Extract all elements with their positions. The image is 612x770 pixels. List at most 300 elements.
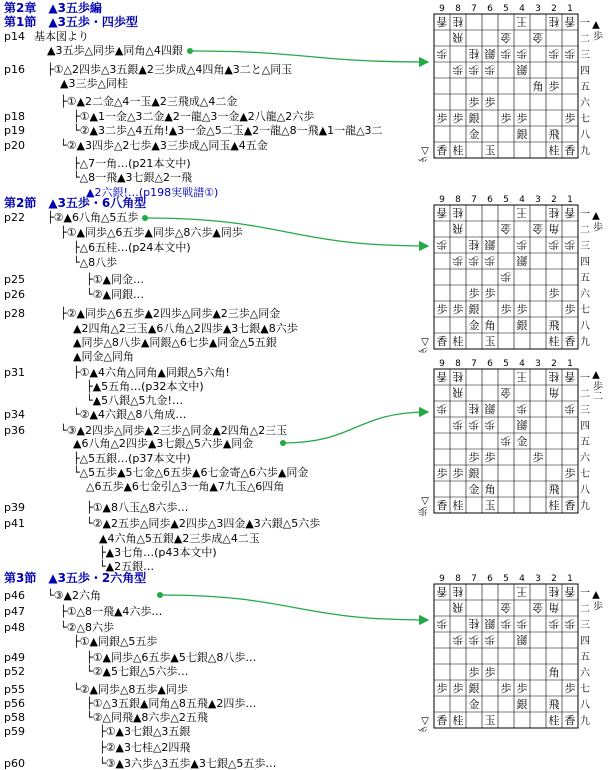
shogi-piece: 桂 bbox=[452, 15, 464, 28]
tree-line: △6五歩▲6七金引△3一角▲7九玉△6四角 bbox=[86, 480, 285, 493]
page-ref: p47 bbox=[4, 605, 25, 618]
section-title-2: 第2節 ▲3五歩・6八角型 bbox=[4, 196, 147, 210]
shogi-piece: 桂 bbox=[548, 370, 560, 383]
file-label: 4 bbox=[519, 4, 525, 14]
file-label: 1 bbox=[567, 574, 573, 584]
shogi-piece: 銀 bbox=[468, 682, 480, 695]
shogi-piece: 歩 bbox=[468, 63, 480, 76]
file-label: 9 bbox=[439, 359, 445, 369]
page-ref: p16 bbox=[4, 63, 25, 76]
shogi-piece: 歩 bbox=[452, 63, 464, 76]
shogi-piece: 桂 bbox=[452, 585, 464, 598]
page-ref: p48 bbox=[4, 621, 25, 634]
file-label: 5 bbox=[503, 195, 509, 205]
sente-hand: 歩△ bbox=[419, 715, 431, 732]
shogi-piece: 金 bbox=[468, 483, 480, 496]
file-label: 2 bbox=[551, 574, 557, 584]
shogi-piece: 飛 bbox=[452, 386, 464, 399]
sente-hand: 歩△ bbox=[419, 336, 431, 353]
rank-label: 二 bbox=[580, 389, 590, 400]
rank-label: 四 bbox=[580, 421, 590, 432]
shogi-piece: 王 bbox=[516, 370, 528, 383]
shogi-piece: 歩 bbox=[548, 617, 560, 630]
file-label: 1 bbox=[567, 195, 573, 205]
page-ref: p26 bbox=[4, 288, 25, 301]
shogi-piece: 銀 bbox=[468, 467, 480, 480]
tree-line: ├①▲同歩△6五歩▲5七銀△8八歩… bbox=[86, 651, 257, 664]
section-title-3: 第3節 ▲3五歩・2六角型 bbox=[4, 571, 147, 585]
shogi-piece: 桂 bbox=[548, 335, 560, 348]
file-label: 6 bbox=[487, 195, 493, 205]
shogi-piece: 銀 bbox=[516, 418, 528, 431]
tree-line: └②▲3四歩△2七歩▲3三歩成△同玉▲4五金 bbox=[60, 139, 268, 152]
rank-label: 一 bbox=[580, 209, 590, 220]
shogi-piece: 歩 bbox=[500, 270, 512, 283]
rank-label: 六 bbox=[580, 668, 590, 679]
file-label: 7 bbox=[471, 195, 477, 205]
tree-line: ├▲3七角…(p43本文中) bbox=[99, 546, 217, 559]
shogi-piece: 銀 bbox=[484, 617, 496, 630]
rank-label: 一 bbox=[580, 588, 590, 599]
shogi-piece: 歩 bbox=[564, 617, 576, 630]
gote-hand: ▲歩 bbox=[590, 19, 602, 41]
tree-line: ├①▲同歩△6五歩▲同歩△8六歩▲同歩 bbox=[60, 226, 243, 239]
shogi-piece: 香 bbox=[436, 144, 448, 157]
shogi-piece: 角 bbox=[548, 601, 560, 614]
shogi-piece: 王 bbox=[516, 15, 528, 28]
rank-label: 四 bbox=[580, 257, 590, 268]
rank-label: 二 bbox=[580, 225, 590, 236]
arrow-line bbox=[160, 595, 428, 620]
rank-label: 一 bbox=[580, 18, 590, 29]
page-ref: p41 bbox=[4, 517, 25, 530]
shogi-piece: 歩 bbox=[484, 451, 496, 464]
shogi-piece: 香 bbox=[436, 370, 448, 383]
tree-line: └△8一飛▲3七銀△2一飛 bbox=[73, 171, 192, 184]
shogi-piece: 玉 bbox=[484, 144, 496, 157]
shogi-piece: 歩 bbox=[468, 96, 480, 109]
shogi-piece: 金 bbox=[468, 698, 480, 711]
file-label: 3 bbox=[535, 359, 541, 369]
rank-label: 三 bbox=[580, 50, 590, 61]
tree-line: ▲3五歩△同歩▲同角△4四銀 bbox=[47, 44, 183, 57]
page-ref: p58 bbox=[4, 711, 25, 724]
tree-line: ├①▲1一金△3二金▲2一龍△3一金▲2八龍△2六歩 bbox=[73, 110, 315, 123]
shogi-piece: 銀 bbox=[516, 698, 528, 711]
shogi-piece: 歩 bbox=[484, 287, 496, 300]
tree-line: └②▲4六銀△8八角成… bbox=[73, 408, 187, 421]
tree-line: ├△6五桂…(p24本文中) bbox=[73, 241, 191, 254]
rank-label: 五 bbox=[580, 82, 590, 93]
shogi-piece: 金 bbox=[468, 319, 480, 332]
tree-line: ├①△8一飛▲4六歩… bbox=[60, 605, 163, 618]
shogi-piece: 歩 bbox=[452, 418, 464, 431]
shogi-piece: 歩 bbox=[516, 617, 528, 630]
shogi-piece: 歩 bbox=[516, 402, 528, 415]
shogi-piece: 桂 bbox=[548, 499, 560, 512]
section-title-1: 第1節 ▲3五歩・四歩型 bbox=[4, 15, 138, 29]
shogi-piece: 歩 bbox=[548, 238, 560, 251]
tree-line: ├△5五銀…(p37本文中) bbox=[73, 452, 191, 465]
shogi-piece: 歩 bbox=[484, 633, 496, 646]
file-label: 8 bbox=[455, 195, 461, 205]
gote-hand: ▲歩二 bbox=[590, 369, 602, 401]
page-ref: p19 bbox=[4, 124, 25, 137]
shogi-piece: 香 bbox=[564, 499, 576, 512]
file-label: 7 bbox=[471, 574, 477, 584]
shogi-piece: 玉 bbox=[484, 335, 496, 348]
page-ref: p55 bbox=[4, 683, 25, 696]
shogi-piece: 歩 bbox=[548, 80, 560, 93]
page-ref: p34 bbox=[4, 408, 25, 421]
shogi-piece: 角 bbox=[548, 386, 560, 399]
shogi-piece: 桂 bbox=[452, 206, 464, 219]
arrow-line bbox=[145, 218, 428, 246]
shogi-piece: 香 bbox=[436, 585, 448, 598]
shogi-piece: 歩 bbox=[500, 682, 512, 695]
shogi-piece: 桂 bbox=[468, 402, 480, 415]
shogi-piece: 歩 bbox=[436, 467, 448, 480]
page-ref: p22 bbox=[4, 211, 25, 224]
shogi-piece: 金 bbox=[532, 31, 544, 44]
file-label: 2 bbox=[551, 4, 557, 14]
shogi-piece: 飛 bbox=[548, 128, 560, 141]
rank-label: 七 bbox=[580, 114, 590, 125]
page-ref: p28 bbox=[4, 307, 25, 320]
shogi-piece: 角 bbox=[532, 80, 544, 93]
file-label: 5 bbox=[503, 4, 509, 14]
shogi-piece: 銀 bbox=[516, 63, 528, 76]
tree-line: ▲2六銀!…(p198実戦譜①) bbox=[86, 186, 219, 199]
rank-label: 五 bbox=[580, 437, 590, 448]
shogi-piece: 銀 bbox=[484, 238, 496, 251]
shogi-piece: 香 bbox=[436, 335, 448, 348]
shogi-piece: 銀 bbox=[516, 319, 528, 332]
shogi-piece: 歩 bbox=[532, 451, 544, 464]
file-label: 8 bbox=[455, 574, 461, 584]
shogi-piece: 桂 bbox=[452, 144, 464, 157]
shogi-piece: 桂 bbox=[452, 370, 464, 383]
page-ref: p59 bbox=[4, 725, 25, 738]
page-ref: p20 bbox=[4, 139, 25, 152]
file-label: 6 bbox=[487, 574, 493, 584]
rank-label: 九 bbox=[580, 501, 590, 512]
shogi-piece: 香 bbox=[564, 335, 576, 348]
tree-line: ├②▲6八角△5五歩 bbox=[47, 211, 139, 224]
tree-line: ▲6八角△2四歩▲3七銀△5六歩▲同金 bbox=[73, 437, 254, 450]
shogi-piece: 飛 bbox=[548, 698, 560, 711]
shogi-piece: 歩 bbox=[500, 47, 512, 60]
shogi-piece: 香 bbox=[436, 206, 448, 219]
shogi-piece: 歩 bbox=[452, 682, 464, 695]
file-label: 5 bbox=[503, 574, 509, 584]
shogi-piece: 金 bbox=[532, 601, 544, 614]
file-label: 8 bbox=[455, 359, 461, 369]
rank-label: 二 bbox=[580, 604, 590, 615]
tree-line: └②▲同歩△8五歩▲同歩 bbox=[73, 683, 188, 696]
shogi-piece: 歩 bbox=[452, 254, 464, 267]
file-label: 5 bbox=[503, 359, 509, 369]
page-ref: p18 bbox=[4, 110, 25, 123]
page-ref: p56 bbox=[4, 697, 25, 710]
rank-label: 七 bbox=[580, 684, 590, 695]
shogi-piece: 歩 bbox=[484, 96, 496, 109]
shogi-piece: 歩 bbox=[468, 418, 480, 431]
shogi-piece: 銀 bbox=[484, 47, 496, 60]
shogi-piece: 歩 bbox=[516, 112, 528, 125]
page-ref: p31 bbox=[4, 366, 25, 379]
shogi-piece: 歩 bbox=[436, 303, 448, 316]
rank-label: 五 bbox=[580, 273, 590, 284]
rank-label: 四 bbox=[580, 66, 590, 77]
shogi-piece: 歩 bbox=[468, 633, 480, 646]
shogi-piece: 飛 bbox=[548, 483, 560, 496]
tree-line: ├△7一角…(p21本文中) bbox=[73, 157, 191, 170]
shogi-piece: 歩 bbox=[500, 112, 512, 125]
shogi-piece: 角 bbox=[548, 222, 560, 235]
shogi-piece: 香 bbox=[436, 714, 448, 727]
shogi-piece: 桂 bbox=[468, 238, 480, 251]
tree-line: ├①▲同金… bbox=[86, 273, 144, 286]
shogi-piece: 歩 bbox=[564, 682, 576, 695]
shogi-piece: 角 bbox=[484, 483, 496, 496]
shogi-piece: 歩 bbox=[564, 112, 576, 125]
shogi-piece: 歩 bbox=[436, 682, 448, 695]
file-label: 4 bbox=[519, 195, 525, 205]
file-label: 7 bbox=[471, 359, 477, 369]
file-label: 6 bbox=[487, 359, 493, 369]
shogi-piece: 飛 bbox=[452, 222, 464, 235]
shogi-piece: 歩 bbox=[548, 287, 560, 300]
shogi-piece: 飛 bbox=[548, 319, 560, 332]
page-ref: p60 bbox=[4, 757, 25, 770]
shogi-piece: 金 bbox=[500, 386, 512, 399]
tree-line: ├①△3五銀▲同角△8五飛▲2四歩… bbox=[86, 697, 257, 710]
tree-line: ├①▲3七銀△3五銀 bbox=[99, 725, 191, 738]
shogi-piece: 金 bbox=[500, 31, 512, 44]
shogi-piece: 桂 bbox=[548, 15, 560, 28]
arrow-line bbox=[190, 51, 428, 62]
tree-line: ├①△2四歩△3五銀▲2三歩成△4四角▲3二と△同玉 bbox=[47, 63, 293, 76]
file-label: 2 bbox=[551, 359, 557, 369]
shogi-piece: 歩 bbox=[500, 617, 512, 630]
shogi-piece: 銀 bbox=[516, 128, 528, 141]
shogi-piece: 歩 bbox=[468, 254, 480, 267]
shogi-piece: 銀 bbox=[484, 402, 496, 415]
tree-line: ├①▲8八玉△8六歩… bbox=[86, 501, 189, 514]
shogi-piece: 玉 bbox=[484, 499, 496, 512]
page-ref: p25 bbox=[4, 273, 25, 286]
shogi-piece: 歩 bbox=[452, 112, 464, 125]
rank-label: 七 bbox=[580, 305, 590, 316]
rank-label: 七 bbox=[580, 469, 590, 480]
tree-line: ├▲5五角…(p32本文中) bbox=[86, 380, 204, 393]
shogi-piece: 角 bbox=[548, 666, 560, 679]
shogi-piece: 桂 bbox=[468, 617, 480, 630]
rank-label: 八 bbox=[580, 700, 590, 711]
file-label: 6 bbox=[487, 4, 493, 14]
tree-line: └▲2五銀… bbox=[99, 560, 155, 573]
tree-line: └②▲3二歩△4五角!▲3一金△5二玉▲2一龍△8一飛▲1一龍△3二 bbox=[73, 124, 383, 137]
shogi-piece: 歩 bbox=[452, 303, 464, 316]
shogi-piece: 歩 bbox=[484, 666, 496, 679]
tree-line: ▲同歩△8八歩▲同銀△6七歩▲同金△5五銀 bbox=[73, 336, 277, 349]
shogi-piece: 王 bbox=[516, 206, 528, 219]
tree-line: ├①▲2二金△4一玉▲2三飛成△4二金 bbox=[60, 95, 238, 108]
tree-line: └②▲同銀… bbox=[86, 288, 144, 301]
shogi-piece: 銀 bbox=[516, 633, 528, 646]
tree-line: ▲3三歩△同桂 bbox=[60, 77, 128, 90]
page-ref: p39 bbox=[4, 501, 25, 514]
shogi-piece: 歩 bbox=[516, 238, 528, 251]
shogi-piece: 角 bbox=[484, 319, 496, 332]
shogi-piece: 歩 bbox=[516, 682, 528, 695]
rank-label: 六 bbox=[580, 98, 590, 109]
shogi-piece: 桂 bbox=[548, 206, 560, 219]
rank-label: 五 bbox=[580, 652, 590, 663]
shogi-piece: 王 bbox=[516, 585, 528, 598]
tree-line: ▲4六角△5五銀▲2三歩成△4二玉 bbox=[99, 532, 260, 545]
shogi-piece: 歩 bbox=[436, 47, 448, 60]
shogi-piece: 歩 bbox=[564, 47, 576, 60]
file-label: 7 bbox=[471, 4, 477, 14]
shogi-piece: 歩 bbox=[436, 617, 448, 630]
tree-line: └△8八歩 bbox=[73, 256, 118, 269]
tree-line: 基本図より bbox=[34, 30, 89, 43]
tree-line: ├①▲4六角△同角▲同銀△5六角! bbox=[73, 366, 230, 379]
shogi-piece: 銀 bbox=[468, 112, 480, 125]
file-label: 1 bbox=[567, 359, 573, 369]
shogi-piece: 桂 bbox=[548, 714, 560, 727]
file-label: 4 bbox=[519, 574, 525, 584]
gote-hand: ▲歩 bbox=[590, 210, 602, 232]
shogi-piece: 歩 bbox=[500, 434, 512, 447]
file-label: 3 bbox=[535, 574, 541, 584]
tree-line: ▲2四角△2三玉▲6八角△2四歩▲3七銀▲8六歩 bbox=[73, 322, 298, 335]
rank-label: 八 bbox=[580, 130, 590, 141]
arrow-line bbox=[283, 412, 428, 443]
shogi-piece: 桂 bbox=[452, 335, 464, 348]
shogi-piece: 香 bbox=[436, 499, 448, 512]
tree-line: └③▲3六歩△3五歩▲3七銀△5五歩… bbox=[99, 757, 277, 770]
shogi-piece: 香 bbox=[564, 370, 576, 383]
file-label: 4 bbox=[519, 359, 525, 369]
shogi-piece: 歩 bbox=[468, 451, 480, 464]
shogi-piece: 桂 bbox=[548, 585, 560, 598]
shogi-piece: 金 bbox=[516, 435, 528, 448]
file-label: 9 bbox=[439, 4, 445, 14]
file-label: 3 bbox=[535, 4, 541, 14]
file-label: 2 bbox=[551, 195, 557, 205]
shogi-piece: 桂 bbox=[468, 47, 480, 60]
tree-line: └②▲2五歩△同歩▲2四歩△3四金▲3六銀△5六歩 bbox=[86, 517, 321, 530]
shogi-piece: 飛 bbox=[452, 601, 464, 614]
tree-line: └③▲2四歩△同歩▲2三歩△同金▲2四角△2三玉 bbox=[60, 424, 288, 437]
page-ref: p36 bbox=[4, 424, 25, 437]
file-label: 8 bbox=[455, 4, 461, 14]
rank-label: 六 bbox=[580, 453, 590, 464]
shogi-piece: 歩 bbox=[468, 666, 480, 679]
shogi-piece: 玉 bbox=[484, 714, 496, 727]
chapter-title: 第2章 ▲3五歩編 bbox=[4, 1, 102, 15]
rank-label: 八 bbox=[580, 321, 590, 332]
tree-line: └▲5八銀△5九金!… bbox=[86, 394, 183, 407]
shogi-piece: 銀 bbox=[468, 303, 480, 316]
tree-line: └③▲2六角 bbox=[47, 589, 101, 602]
shogi-piece: 歩 bbox=[484, 63, 496, 76]
rank-label: 六 bbox=[580, 289, 590, 300]
rank-label: 九 bbox=[580, 146, 590, 157]
shogi-piece: 歩 bbox=[436, 112, 448, 125]
gote-hand: ▲歩 bbox=[590, 589, 602, 611]
tree-line: └②△同飛▲8六歩△2五飛 bbox=[86, 711, 208, 724]
tree-line: └②▲5七銀△5六歩… bbox=[86, 665, 189, 678]
shogi-piece: 桂 bbox=[452, 499, 464, 512]
shogi-piece: 歩 bbox=[564, 238, 576, 251]
shogi-piece: 歩 bbox=[548, 47, 560, 60]
shogi-piece: 歩 bbox=[484, 418, 496, 431]
rank-label: 九 bbox=[580, 716, 590, 727]
shogi-piece: 歩 bbox=[468, 287, 480, 300]
shogi-piece: 金 bbox=[532, 222, 544, 235]
shogi-piece: 歩 bbox=[436, 238, 448, 251]
shogi-piece: 歩 bbox=[564, 402, 576, 415]
file-label: 9 bbox=[439, 574, 445, 584]
tree-line: ├②▲3七桂△2四飛 bbox=[99, 741, 191, 754]
shogi-piece: 香 bbox=[564, 144, 576, 157]
shogi-piece: 金 bbox=[500, 222, 512, 235]
sente-hand: 歩△ bbox=[419, 145, 431, 162]
page-ref: p14 bbox=[4, 30, 25, 43]
shogi-piece: 金 bbox=[500, 601, 512, 614]
rank-label: 三 bbox=[580, 620, 590, 631]
sente-hand: 三歩△ bbox=[419, 495, 431, 517]
shogi-piece: 銀 bbox=[516, 254, 528, 267]
shogi-piece: 桂 bbox=[452, 714, 464, 727]
rank-label: 四 bbox=[580, 636, 590, 647]
file-label: 3 bbox=[535, 195, 541, 205]
shogi-piece: 歩 bbox=[564, 303, 576, 316]
shogi-piece: 歩 bbox=[452, 633, 464, 646]
tree-line: ├②▲同歩△6五歩▲2四歩△同歩▲2三歩△同金 bbox=[60, 307, 281, 320]
shogi-piece: 歩 bbox=[452, 467, 464, 480]
rank-label: 三 bbox=[580, 241, 590, 252]
rank-label: 三 bbox=[580, 405, 590, 416]
shogi-piece: 歩 bbox=[516, 303, 528, 316]
rank-label: 九 bbox=[580, 337, 590, 348]
shogi-piece: 香 bbox=[564, 585, 576, 598]
shogi-piece: 香 bbox=[564, 15, 576, 28]
shogi-piece: 香 bbox=[564, 714, 576, 727]
page-ref: p46 bbox=[4, 589, 25, 602]
shogi-piece: 歩 bbox=[564, 467, 576, 480]
file-label: 1 bbox=[567, 4, 573, 14]
shogi-piece: 歩 bbox=[500, 303, 512, 316]
file-label: 9 bbox=[439, 195, 445, 205]
shogi-piece: 桂 bbox=[548, 144, 560, 157]
page-ref: p49 bbox=[4, 651, 25, 664]
page-ref: p52 bbox=[4, 665, 25, 678]
shogi-piece: 歩 bbox=[516, 47, 528, 60]
shogi-piece: 歩 bbox=[484, 254, 496, 267]
tree-line: ▲同金△同角 bbox=[73, 350, 134, 363]
tree-line: └△5五歩▲5七金△6五歩▲6七金寄△6六歩▲同金 bbox=[73, 466, 309, 479]
tree-line: └②△8六歩 bbox=[60, 621, 114, 634]
rank-label: 二 bbox=[580, 34, 590, 45]
tree-line: ├①▲同銀△5五歩 bbox=[73, 635, 158, 648]
shogi-piece: 香 bbox=[564, 206, 576, 219]
shogi-piece: 香 bbox=[436, 15, 448, 28]
